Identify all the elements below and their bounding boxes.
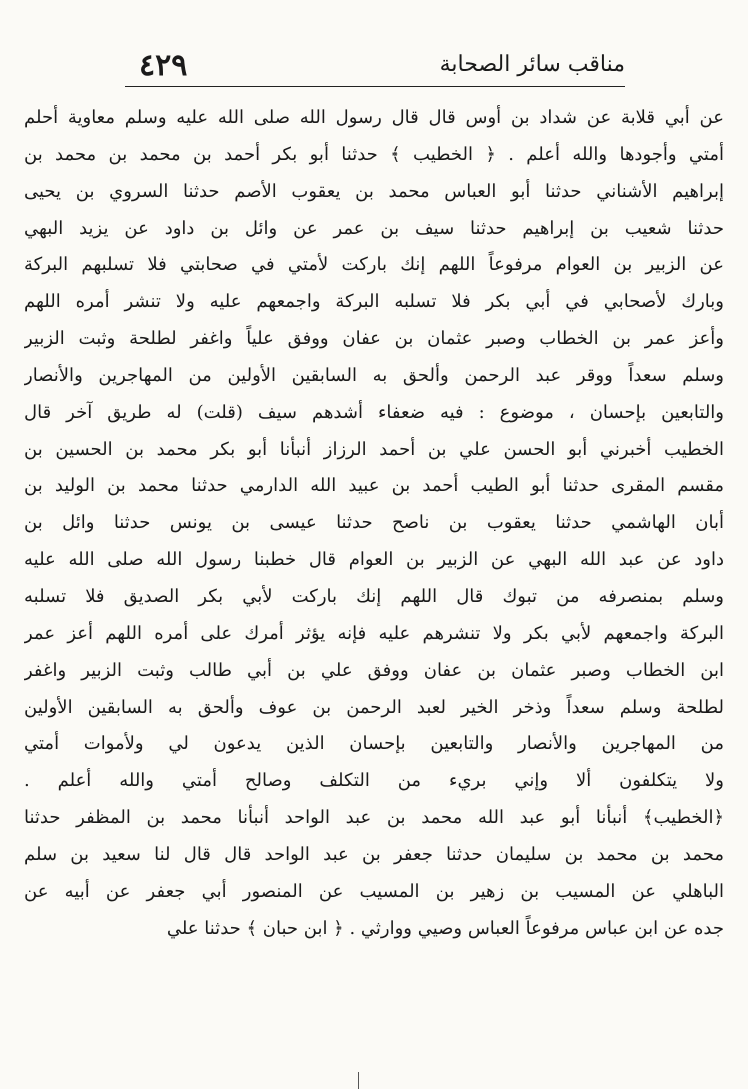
text-line: أبان الهاشمي حدثنا يعقوب بن ناصح حدثنا عيسى بن يونس حدثنا وائل بن [24,512,724,534]
text-line: ﴿الخطيب﴾ أنبأنا أبو عبد الله محمد بن عبد الواحد أنبأنا محمد بن المظفر حدثنا [24,807,724,829]
text-line: عن الزبير بن العوام مرفوعاً اللهم إنك باركت لأمتي في صحابتي فلا تسلبهم البركة [24,254,724,276]
text-line: الخطيب أخبرني أبو الحسن علي بن أحمد الرزاز أنبأنا أبو بكر محمد بن الحسين بن [24,438,724,460]
text-line: الباهلي عن المسيب بن زهير بن المسيب عن المنصور أبي جعفر عن أبيه عن [24,880,724,902]
page-header [125,48,625,88]
body-text [24,100,724,947]
text-line: من المهاجرين والأنصار والتابعين بإحسان الذين يدعون لي ولأموات أمتي [24,733,724,755]
header-rule [125,86,625,87]
page-number: ٤٢٩ [139,48,188,83]
running-title: مناقب سائر الصحابة [439,52,625,77]
text-line: لطلحة وسلم سعداً وذخر الخير لعبد الرحمن بن عوف وألحق به السابقين الأولين [24,696,724,718]
text-line: وبارك لأصحابي في أبي بكر فلا تسلبه البركة واجمعهم عليه ولا تنشر أمره اللهم [24,291,724,313]
text-line: حدثنا شعيب بن إبراهيم حدثنا سيف بن عمر عن وائل بن داود عن يزيد البهي [24,217,724,239]
text-line: ولا يتكلفون ألا وإني بريء من التكلف وصالح أمتي والله أعلم . [24,770,724,792]
text-line: وسلم سعداً ووقر عبد الرحمن وألحق به السابقين الأولين من المهاجرين والأنصار [24,364,724,386]
text-line: إبراهيم الأشناني حدثنا أبو العباس محمد بن يعقوب الأصم حدثنا السروي بن يحيى [24,180,724,202]
text-line: عن أبي قلابة عن شداد بن أوس قال قال رسول الله صلى الله عليه وسلم معاوية أحلم [24,107,724,128]
text-line: ابن الخطاب وصبر عثمان بن عفان ووفق علي بن أبي طالب وثبت الزبير واغفر [24,659,724,681]
text-line: وسلم بمنصرفه من تبوك قال اللهم إنك باركت لأبي بكر الصديق فلا تسلبه [24,585,724,607]
text-line: مقسم المقرى حدثنا أبو الطيب أحمد بن عبيد الله الدارمي حدثنا محمد بن الوليد بن [24,475,724,497]
text-line: جده عن ابن عباس مرفوعاً العباس وصيي ووارثي . ﴿ ابن حبان ﴾ حدثنا علي [166,917,724,939]
text-line: أمتي وأجودها والله أعلم . ﴿ الخطيب ﴾ حدثنا أبو بكر أحمد بن محمد بن محمد بن [24,143,724,165]
text-line: البركة واجمعهم لأبي بكر ولا تنشرهم عليه فإنه يؤثر أمرك على أمره اللهم أعز عمر [24,622,724,644]
text-line: وأعز عمر بن الخطاب وصبر عثمان بن عفان ووفق علياً واغفر لطلحة وثبت الزبير [24,328,724,350]
text-line: محمد بن محمد بن سليمان حدثنا جعفر بن عبد الواحد قال قال لنا سعيد بن سلم [24,843,724,865]
text-line: داود عن عبد الله البهي عن الزبير بن العوام قال خطبنا رسول الله صلى الله عليه [24,549,724,571]
text-line: والتابعين بإحسان ، موضوع : فيه ضعفاء أشدهم سيف (قلت) له طريق آخر قال [24,401,724,423]
footer-mark [358,1072,359,1089]
